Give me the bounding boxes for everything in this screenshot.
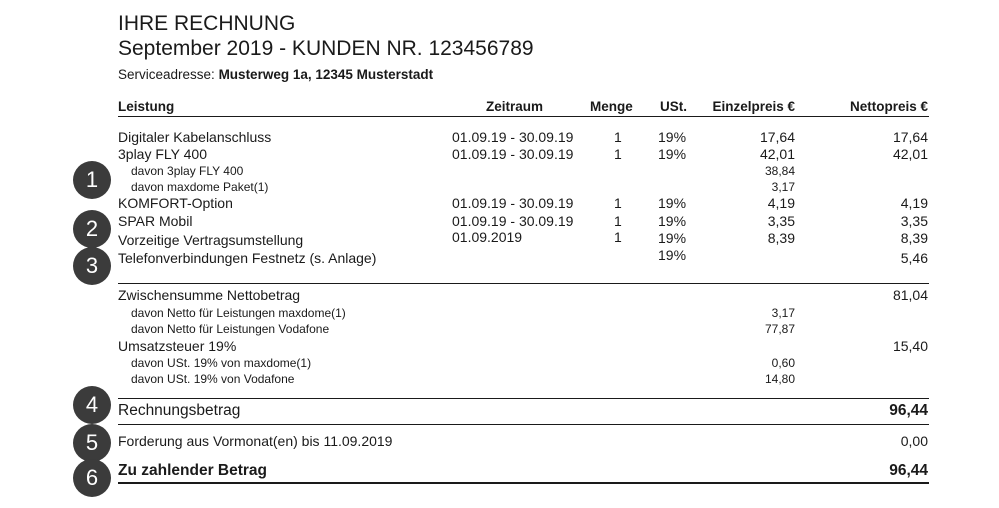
item-name: Vorzeitige Vertragsumstellung (118, 232, 304, 248)
marker-badge-5: 5 (73, 424, 111, 462)
item-name: SPAR Mobil (118, 213, 193, 229)
item-vat: 19% (658, 195, 687, 211)
item-vat: 19% (658, 129, 687, 145)
item-period: 01.09.2019 (452, 229, 523, 245)
item-unit-price: 42,01 (759, 146, 795, 162)
item-unit-price: 8,39 (767, 230, 795, 246)
item-qty: 1 (614, 146, 622, 162)
subtotal-divider (118, 398, 929, 399)
service-address-value: Musterweg 1a, 12345 Musterstadt (218, 67, 434, 82)
item-qty: 1 (614, 195, 622, 211)
item-qty: 1 (614, 229, 622, 245)
item-net-price: 42,01 (892, 146, 928, 162)
item-vat: 19% (658, 230, 687, 246)
item-vat: 19% (658, 247, 687, 263)
item-period: 01.09.19 - 30.09.19 (452, 213, 574, 229)
item-name: 3play FLY 400 (118, 146, 207, 162)
vat-vodafone-label: davon USt. 19% von Vodafone (131, 372, 295, 386)
column-menge: Menge (590, 99, 633, 114)
item-name: KOMFORT-Option (118, 195, 233, 211)
net-vodafone-value: 77,87 (764, 322, 795, 336)
previous-balance-value: 0,00 (900, 433, 928, 449)
marker-badge-6: 6 (73, 459, 111, 497)
column-ust: USt. (660, 99, 687, 114)
column-zeitraum: Zeitraum (486, 99, 544, 114)
invoice-amount-label: Rechnungsbetrag (118, 402, 241, 419)
column-einzelpreis: Einzelpreis € (712, 99, 795, 114)
marker-badge-4: 4 (73, 386, 111, 424)
previous-balance-label: Forderung aus Vormonat(en) bis 11.09.2019 (118, 433, 393, 449)
marker-badge-1: 1 (73, 161, 111, 199)
item-vat: 19% (658, 213, 687, 229)
item-period: 01.09.19 - 30.09.19 (452, 195, 574, 211)
item-qty: 1 (614, 213, 622, 229)
vat-vodafone-value: 14,80 (764, 372, 795, 386)
amount-due-value: 96,44 (889, 462, 928, 479)
item-net-price: 4,19 (900, 195, 928, 211)
items-divider (118, 283, 929, 284)
subtotal-value: 81,04 (892, 287, 928, 303)
amount-due-label: Zu zahlender Betrag (118, 462, 267, 479)
header-divider (118, 116, 929, 117)
net-vodafone-label: davon Netto für Leistungen Vodafone (131, 322, 330, 336)
item-qty: 1 (614, 129, 622, 145)
subtotal-label: Zwischensumme Nettobetrag (118, 287, 301, 303)
item-net-price: 3,35 (900, 213, 928, 229)
service-address-label: Serviceadresse: (118, 67, 215, 82)
total-divider (118, 482, 929, 484)
invoice-amount-value: 96,44 (889, 402, 928, 419)
vat-value: 15,40 (892, 338, 928, 354)
item-unit-price: 3,35 (767, 213, 795, 229)
item-name: Telefonverbindungen Festnetz (s. Anlage) (118, 250, 377, 266)
marker-badge-2: 2 (73, 210, 111, 248)
marker-badge-3: 3 (73, 247, 111, 285)
item-subline-price: 3,17 (771, 180, 795, 194)
item-unit-price: 4,19 (767, 195, 795, 211)
item-subline-price: 38,84 (764, 164, 795, 178)
vat-label: Umsatzsteuer 19% (118, 338, 237, 354)
item-net-price: 17,64 (892, 129, 928, 145)
net-maxdome-label: davon Netto für Leistungen maxdome(1) (131, 306, 346, 320)
item-period: 01.09.19 - 30.09.19 (452, 129, 574, 145)
vat-maxdome-value: 0,60 (771, 356, 795, 370)
service-address (118, 67, 433, 82)
item-subline-name: davon maxdome Paket(1) (131, 180, 269, 194)
item-name: Digitaler Kabelanschluss (118, 129, 272, 145)
invoice-title: IHRE RECHNUNG (118, 12, 296, 35)
item-period: 01.09.19 - 30.09.19 (452, 146, 574, 162)
vat-maxdome-label: davon USt. 19% von maxdome(1) (131, 356, 312, 370)
invoice-subtitle: September 2019 - KUNDEN NR. 123456789 (118, 37, 534, 60)
item-unit-price: 17,64 (759, 129, 795, 145)
column-nettopreis: Nettopreis € (849, 99, 928, 114)
item-net-price: 8,39 (900, 230, 928, 246)
column-leistung: Leistung (118, 99, 175, 114)
invoice-divider (118, 424, 929, 425)
item-vat: 19% (658, 146, 687, 162)
net-maxdome-value: 3,17 (771, 306, 795, 320)
item-net-price: 5,46 (900, 250, 928, 266)
item-subline-name: davon 3play FLY 400 (131, 164, 244, 178)
